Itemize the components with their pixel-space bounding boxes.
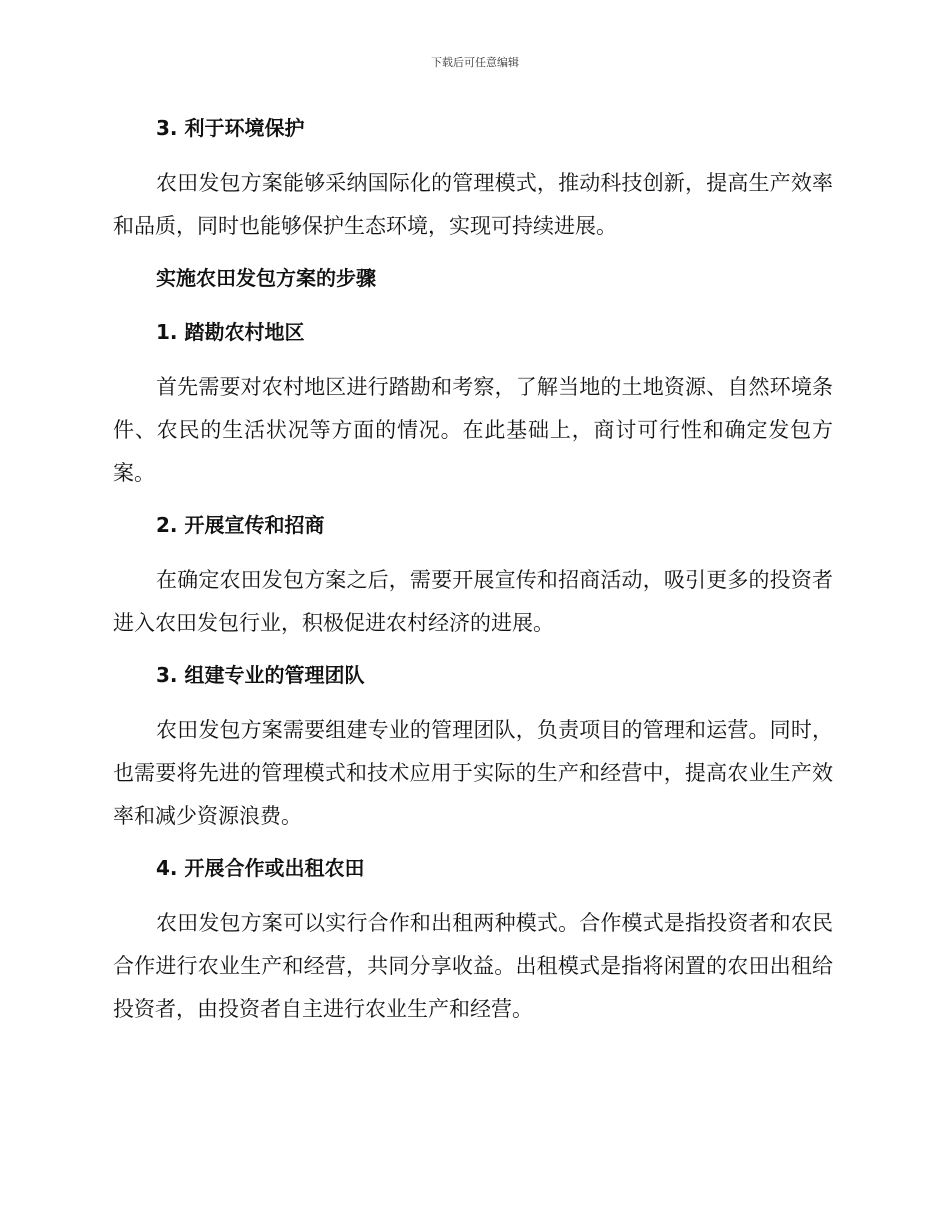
section-heading-team: 3. 组建专业的管理团队 xyxy=(156,663,365,687)
section-paragraph-cooperation: 农田发包方案可以实行合作和出租两种模式。合作模式是指投资者和农民合作进行农业生产和经营，共同分享收益。出租模式是指将闲置的农田出租给投资者，由投资者自主进行农业生产和经营。 xyxy=(113,911,833,1021)
section-heading-survey: 1. 踏勘农村地区 xyxy=(156,320,305,344)
section-paragraph-promotion: 在确定农田发包方案之后，需要开展宣传和招商活动，吸引更多的投资者进入农田发包行业，积极促进农村经济的进展。 xyxy=(113,568,833,635)
section-heading-cooperation: 4. 开展合作或出租农田 xyxy=(156,856,365,880)
steps-title: 实施农田发包方案的步骤 xyxy=(156,266,376,290)
document-body xyxy=(113,108,833,1041)
section-heading-promotion: 2. 开展宣传和招商 xyxy=(156,513,325,537)
section-paragraph-team: 农田发包方案需要组建专业的管理团队，负责项目的管理和运营。同时，也需要将先进的管理模式和技术应用于实际的生产和经营中，提高农业生产效率和减少资源浪费。 xyxy=(113,718,833,828)
section-heading-env: 3. 利于环境保护 xyxy=(156,116,305,140)
section-paragraph-survey: 首先需要对农村地区进行踏勘和考察，了解当地的土地资源、自然环境条件、农民的生活状况等方面的情况。在此基础上，商讨可行性和确定发包方案。 xyxy=(113,375,833,485)
section-paragraph-env: 农田发包方案能够采纳国际化的管理模式，推动科技创新，提高生产效率和品质，同时也能够保护生态环境，实现可持续进展。 xyxy=(113,171,833,238)
header-note: 下载后可任意编辑 xyxy=(431,56,519,69)
